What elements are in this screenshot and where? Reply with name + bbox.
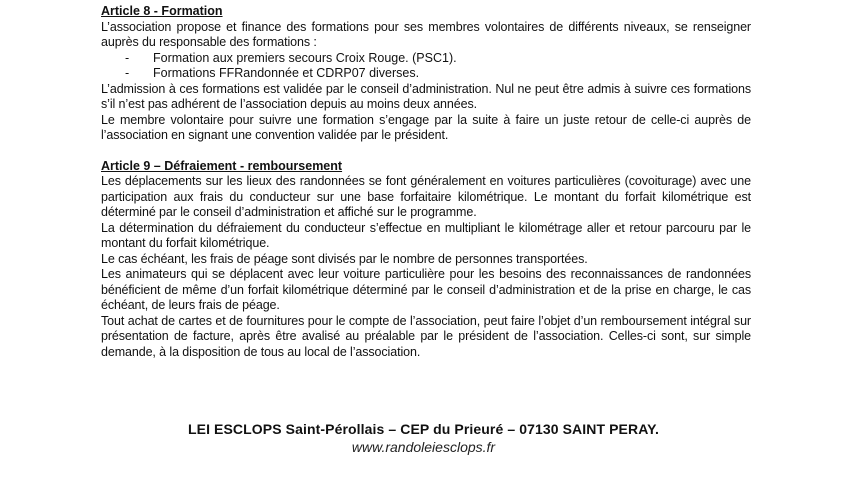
dash-bullet-icon: - xyxy=(125,50,130,65)
list-item xyxy=(125,51,751,67)
list-item xyxy=(125,66,751,82)
article-8-intro: L’association propose et finance des formations pour ses membres volontaires de différents niveaux, se renseigner auprès du responsable des formations : xyxy=(101,19,751,49)
footer-organization: LEI ESCLOPS Saint-Pérollais – CEP du Prieuré – 07130 SAINT PERAY. xyxy=(187,421,659,437)
article-9-paragraph-5: Tout achat de cartes et de fournitures pour le compte de l’association, peut faire l’objet d’un remboursement intégral sur présentation de facture, après être avalisé au préalable par le président de l’association. Celles-ci sont, sur simple demande, à la disposition de tous au local de l’association. xyxy=(101,313,751,359)
page-footer xyxy=(0,420,847,456)
article-8-engagement: Le membre volontaire pour suivre une formation s’engage par la suite à faire un juste retour de celle-ci auprès de l’association en signant une convention validée par le président. xyxy=(101,112,751,142)
dash-bullet-icon: - xyxy=(125,66,130,80)
article-9-paragraph-1: Les déplacements sur les lieux des randonnées se font généralement en voitures particulières (covoiturage) avec une participation aux frais du conducteur sur une base forfaitaire kilométrique. Le montant du forfait kilométrique est déterminé par le conseil d’administration et affiché sur le programme. xyxy=(101,174,751,219)
article-8-heading: Article 8 - Formation xyxy=(101,4,223,18)
article-8-section xyxy=(101,4,751,144)
article-9-paragraph-3: Le cas échéant, les frais de péage sont divisés par le nombre de personnes transportées. xyxy=(101,251,588,266)
article-9-paragraph-4: Les animateurs qui se déplacent avec leur voiture particulière pour les besoins des reconnaissances de randonnées bénéficient de même d’un forfait kilométrique déterminé par le conseil d’administration et de la prise en charge, le cas échéant, de leurs frais de péage. xyxy=(101,267,751,312)
article-9-section xyxy=(101,159,751,361)
article-9-paragraph-2: La détermination du défraiement du conducteur s’effectue en multipliant le kilométrage aller et retour parcouru par le montant du forfait kilométrique. xyxy=(101,220,751,250)
footer-website-link[interactable]: www.randoleiesclops.fr xyxy=(351,439,496,455)
article-8-admission: L’admission à ces formations est validée par le conseil d’administration. Nul ne peut être admis à suivre ces formations s’il n’est pas adhérent de l’association depuis au moins deux années. xyxy=(101,81,751,111)
article-9-heading: Article 9 – Défraiement - remboursement xyxy=(101,158,343,173)
section-spacer xyxy=(101,144,751,159)
bullet-text: Formations FFRandonnée et CDRP07 diverses. xyxy=(153,66,420,80)
bullet-text: Formation aux premiers secours Croix Rouge. (PSC1). xyxy=(153,50,457,65)
article-8-bullet-list xyxy=(101,51,751,82)
